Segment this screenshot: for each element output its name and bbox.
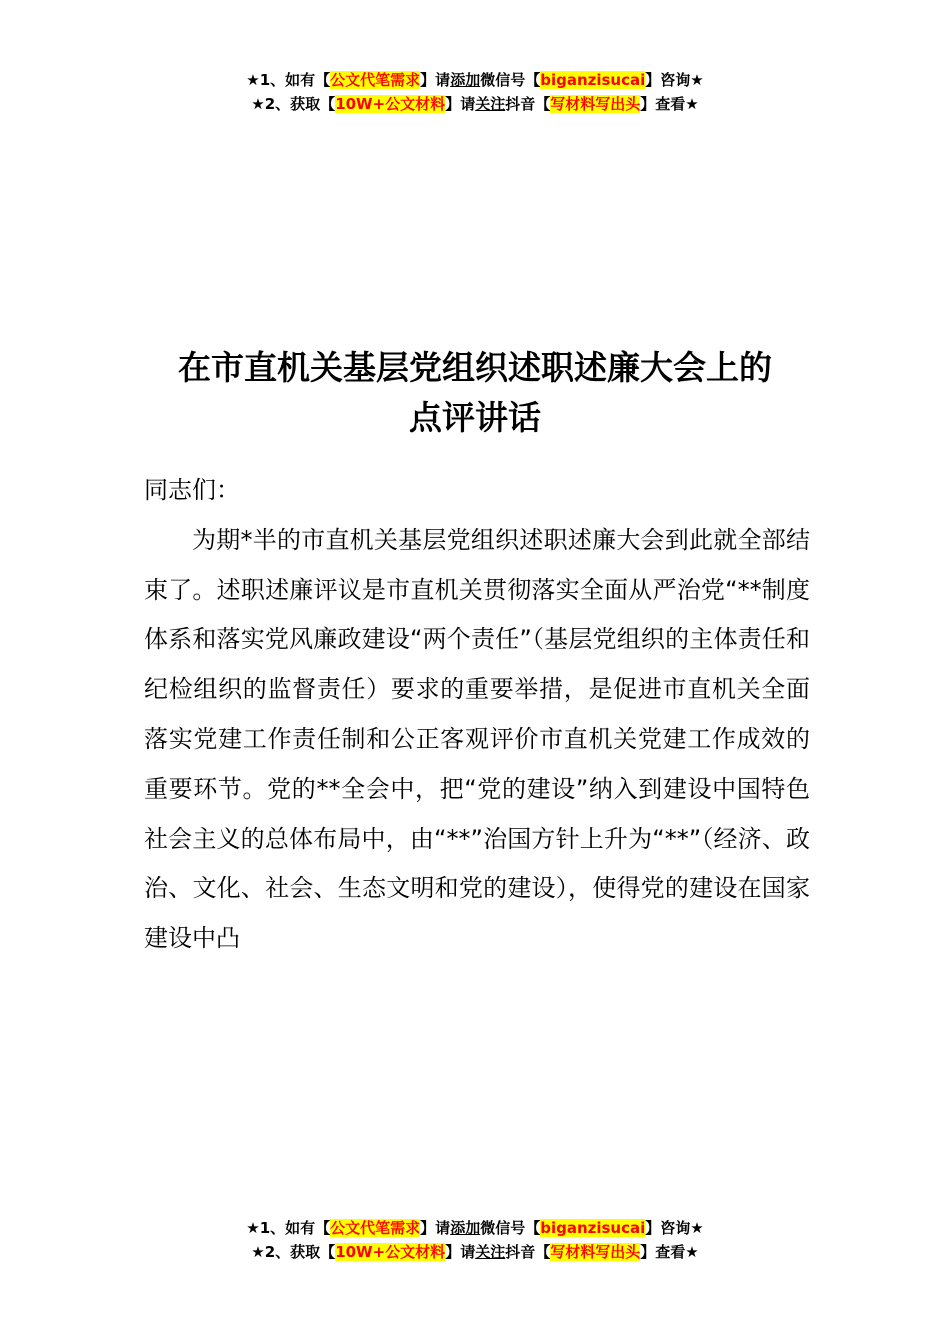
promo-line-2 — [0, 1240, 950, 1264]
promo-2-douyin-label: 抖音【 — [505, 1243, 551, 1261]
promo-1-service: 公文代笔需求 — [330, 71, 421, 89]
promo-1-please: 】请 — [420, 1219, 451, 1237]
promo-2-materials: 10W+公文材料 — [335, 1243, 446, 1261]
promo-1-prefix: ★1、如有【 — [246, 1219, 331, 1237]
promo-2-suffix: 】查看★ — [640, 95, 699, 113]
promo-2-douyin-id: 写材料写出头 — [550, 95, 641, 113]
promo-2-please: 】请 — [445, 95, 476, 113]
promo-2-prefix: ★2、获取【 — [251, 95, 336, 113]
promo-1-wechat-id: biganzisucai — [540, 1219, 646, 1237]
salutation: 同志们： — [144, 476, 240, 504]
promo-2-douyin-label: 抖音【 — [505, 95, 551, 113]
promo-1-please: 】请 — [420, 71, 451, 89]
promo-2-prefix: ★2、获取【 — [251, 1243, 336, 1261]
promo-2-materials: 10W+公文材料 — [335, 95, 446, 113]
promo-2-suffix: 】查看★ — [640, 1243, 699, 1261]
footer-promo — [0, 1216, 950, 1264]
promo-1-wechat-label: 微信号【 — [480, 1219, 541, 1237]
title-line-2: 点评讲话 — [409, 398, 541, 437]
document-body — [144, 466, 810, 964]
promo-1-prefix: ★1、如有【 — [246, 71, 331, 89]
promo-2-please: 】请 — [445, 1243, 476, 1261]
promo-1-add: 添加 — [450, 1219, 481, 1237]
promo-1-wechat-label: 微信号【 — [480, 71, 541, 89]
promo-1-service: 公文代笔需求 — [330, 1219, 421, 1237]
promo-line-2 — [0, 92, 950, 116]
title-line-1: 在市直机关基层党组织述职述廉大会上的 — [178, 348, 772, 387]
promo-1-wechat-id: biganzisucai — [540, 71, 646, 89]
promo-1-add: 添加 — [450, 71, 481, 89]
promo-line-1 — [0, 1216, 950, 1240]
promo-2-douyin-id: 写材料写出头 — [550, 1243, 641, 1261]
promo-2-follow: 关注 — [475, 95, 506, 113]
body-paragraph: 为期*半的市直机关基层党组织述职述廉大会到此就全部结束了。述职述廉评议是市直机关贯彻落实全面从严治党“**制度体系和落实党风廉政建设“两个责任”（基层党组织的主体责任和纪检组织的监督责任）要求的重要举措，是促进市直机关全面落实党建工作责任制和公正客观评价市直机关党建工作成效的重要环节。党的**全会中，把“党的建设”纳入到建设中国特色社会主义的总体布局中，由“**”治国方针上升为“**”（经济、政治、文化、社会、生态文明和党的建设），使得党的建设在国家建设中凸 — [144, 525, 810, 953]
promo-2-follow: 关注 — [475, 1243, 506, 1261]
document-title — [100, 343, 850, 443]
header-promo — [0, 68, 950, 116]
promo-line-1 — [0, 68, 950, 92]
promo-1-suffix: 】咨询★ — [645, 71, 704, 89]
promo-1-suffix: 】咨询★ — [645, 1219, 704, 1237]
